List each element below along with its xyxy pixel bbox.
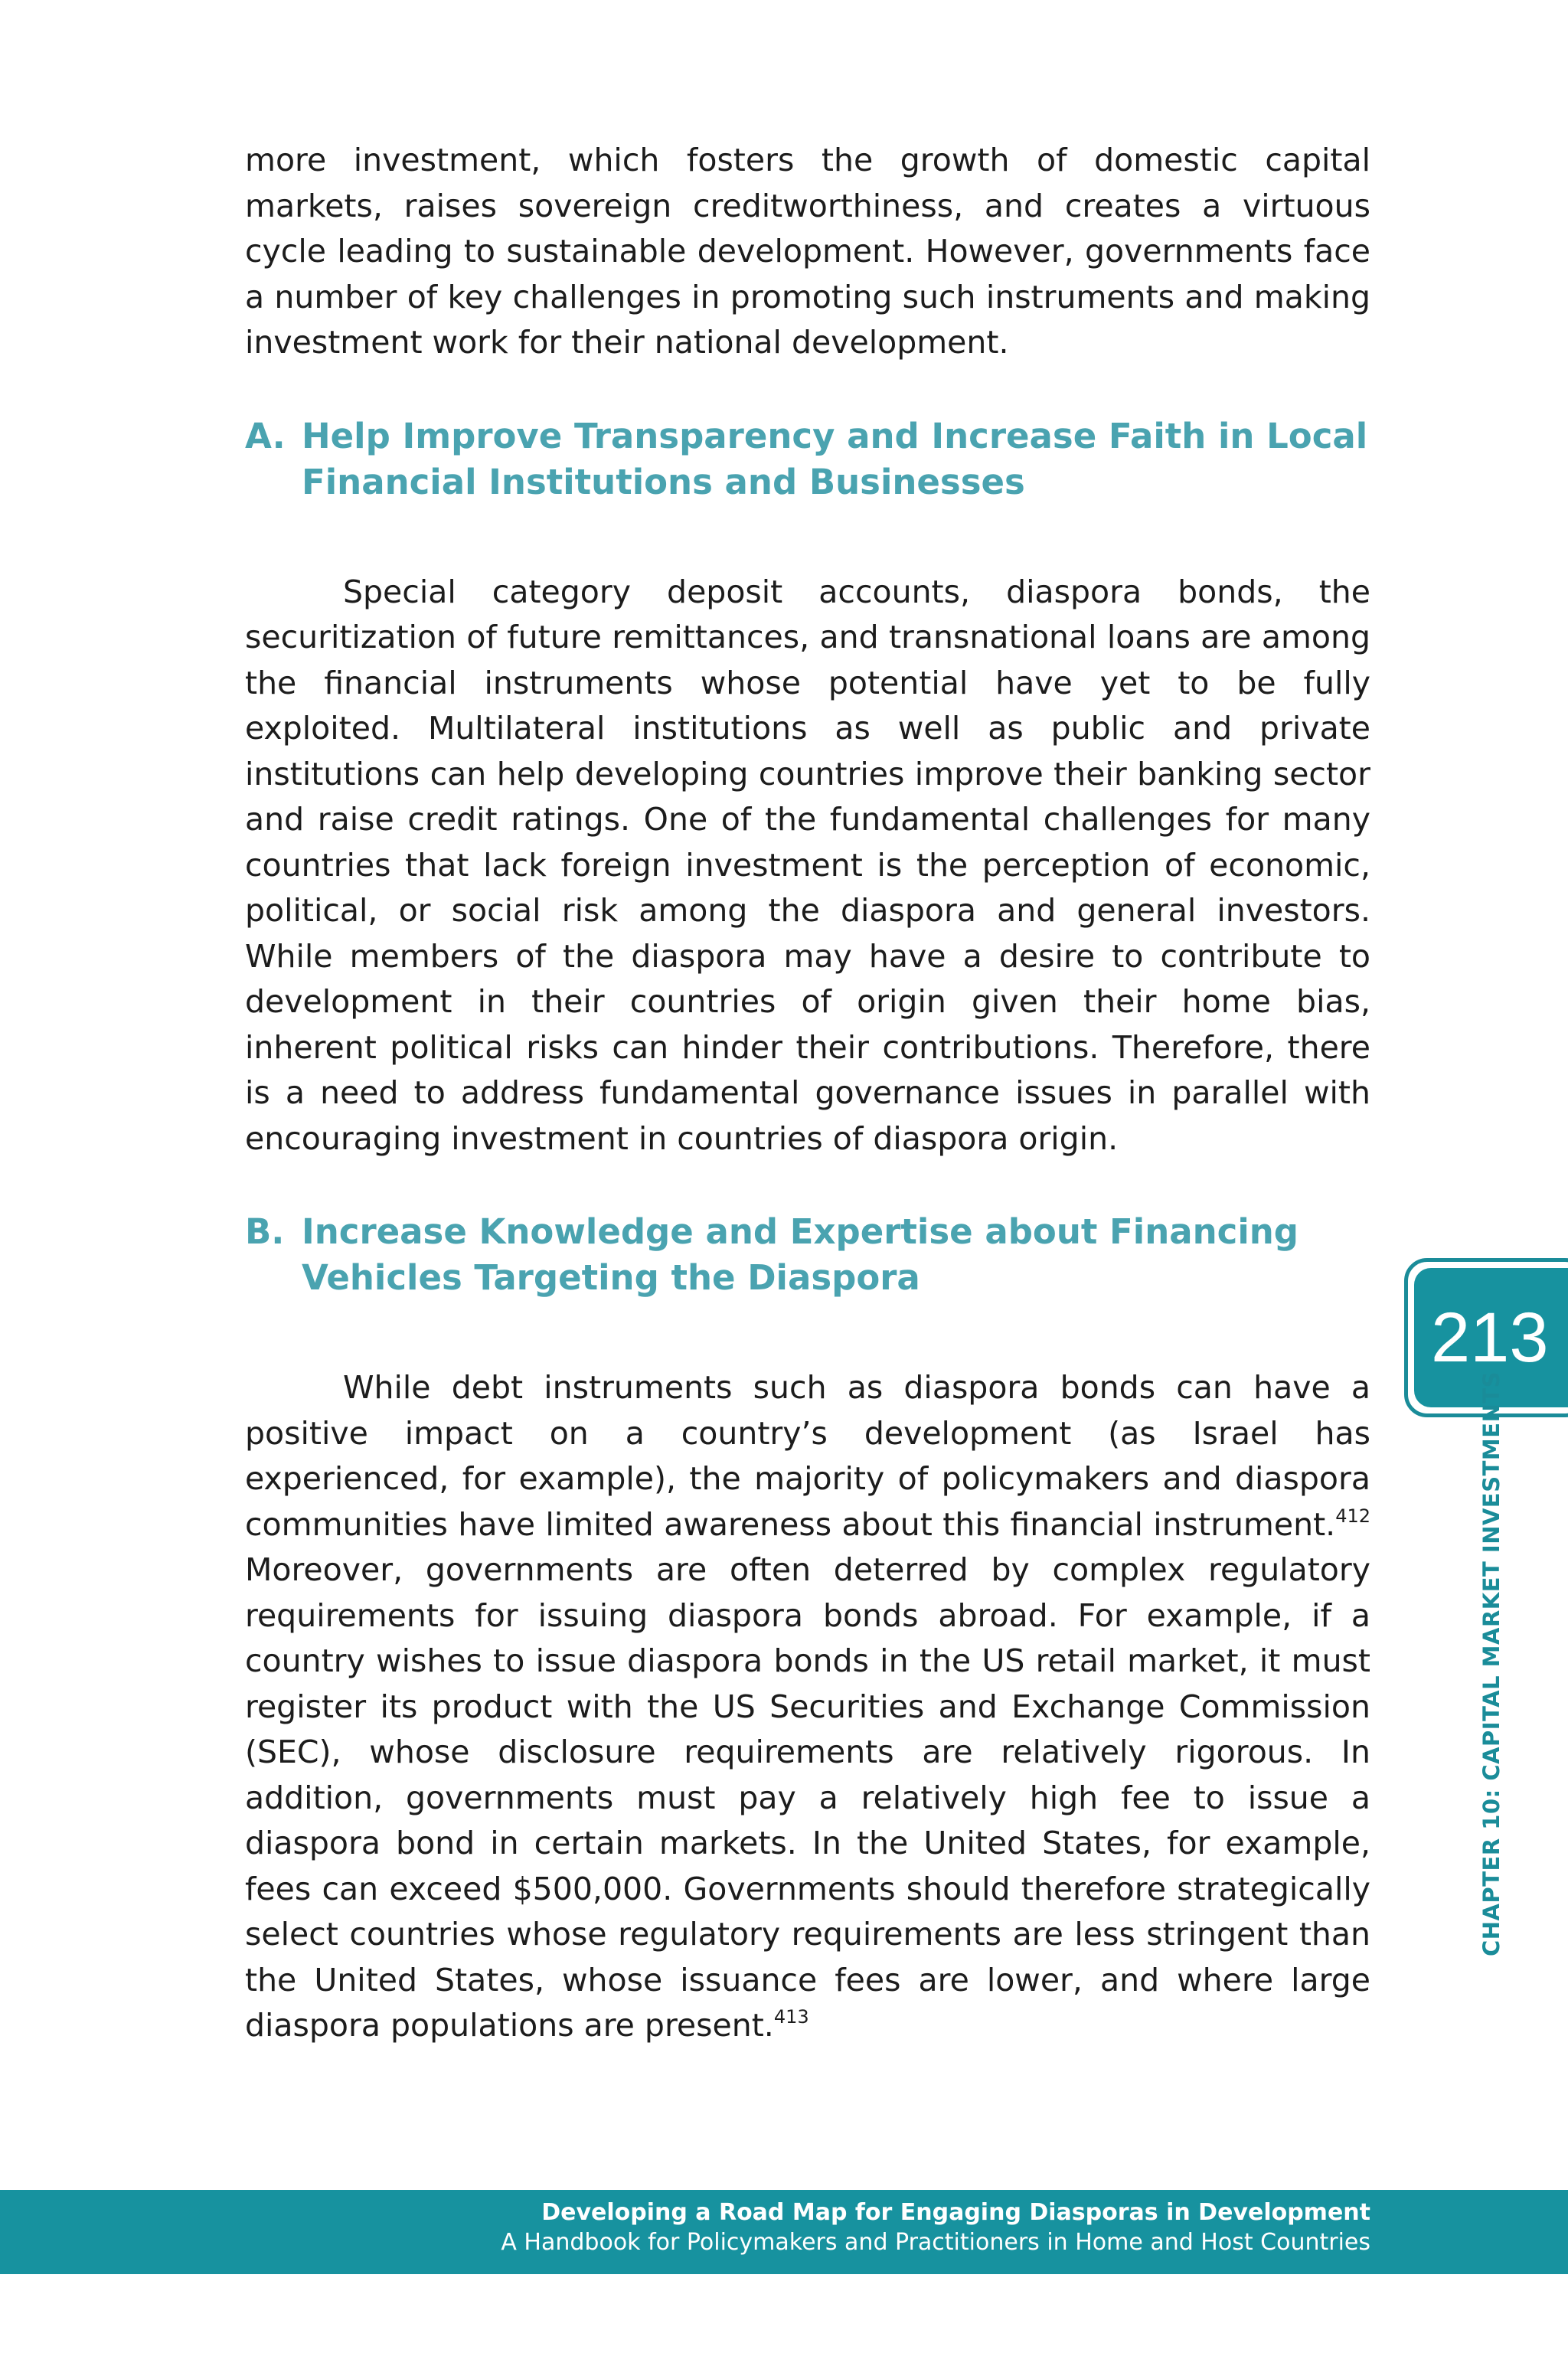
footer-title: Developing a Road Map for Engaging Diasporas in Development [541,2199,1370,2226]
section-a-title: Help Improve Transparency and Increase Faith in Local Financial Institutions and Businesses [302,415,1368,502]
section-b-title: Increase Knowledge and Expertise about Financing Vehicles Targeting the Diaspora [302,1211,1298,1298]
footer [501,2198,1370,2257]
section-b-letter: B. [245,1211,285,1252]
footnote-ref-413[interactable]: 413 [773,2006,809,2028]
main-content [245,138,1370,2049]
section-a-paragraph: Special category deposit accounts, diaspora bonds, the securitization of future remittances, and transnational loans are among the financial instruments whose potential have yet to be fully exploited. Multilateral institutions as well as public and private institutions can help developing countries improve their banking sector and raise credit ratings. One of the fundamental challenges for many countries that lack foreign investment is the perception of economic, political, or social risk among the diaspora and general investors. While members of the diaspora may have a desire to contribute to development in their countries of origin given their home bias, inherent political risks can hinder their contributions. Therefore, there is a need to address fundamental governance issues in parallel with encouraging investment in countries of diaspora origin. [245,573,1370,1157]
page-number: 213 [1414,1268,1568,1407]
section-a-heading [245,413,1370,505]
footnote-ref-412[interactable]: 412 [1335,1505,1370,1527]
section-b-text-part2: Moreover, governments are often deterred by complex regulatory requirements for issuing diaspora bonds abroad. For example, if a country wishes to issue diaspora bonds in the US retail market, it must register its product with the US Securities and Exchange Commission (SEC), whose disclosure requirements are relatively rigorous. In addition, governments must pay a relatively high fee to issue a diaspora bond in certain markets. In the United States, for example, fees can exceed $500,000. Governments should therefore strategically select countries whose regulatory requirements are less stringent than the United States, whose issuance fees are lower, and where large diaspora populations are present. [245,1551,1370,2044]
section-b-paragraph [245,1365,1370,2049]
section-a-letter: A. [245,415,286,456]
chapter-label: CHAPTER 10: CAPITAL MARKET INVESTMENTS [1478,1371,1504,1956]
section-b-text-part1: While debt instruments such as diaspora bonds can have a positive impact on a country’s development (as Israel has experienced, for example), the majority of policymakers and diaspora communities have limited awareness about this financial instrument. [245,1369,1370,1543]
section-b-heading [245,1209,1370,1301]
intro-paragraph: more investment, which fosters the growth of domestic capital markets, raises sovereign creditworthiness, and creates a virtuous cycle leading to sustainable development. However, governments face a number of key challenges in promoting such instruments and making investment work for their national development. [245,142,1370,361]
footer-subtitle: A Handbook for Policymakers and Practitioners in Home and Host Countries [501,2229,1370,2256]
